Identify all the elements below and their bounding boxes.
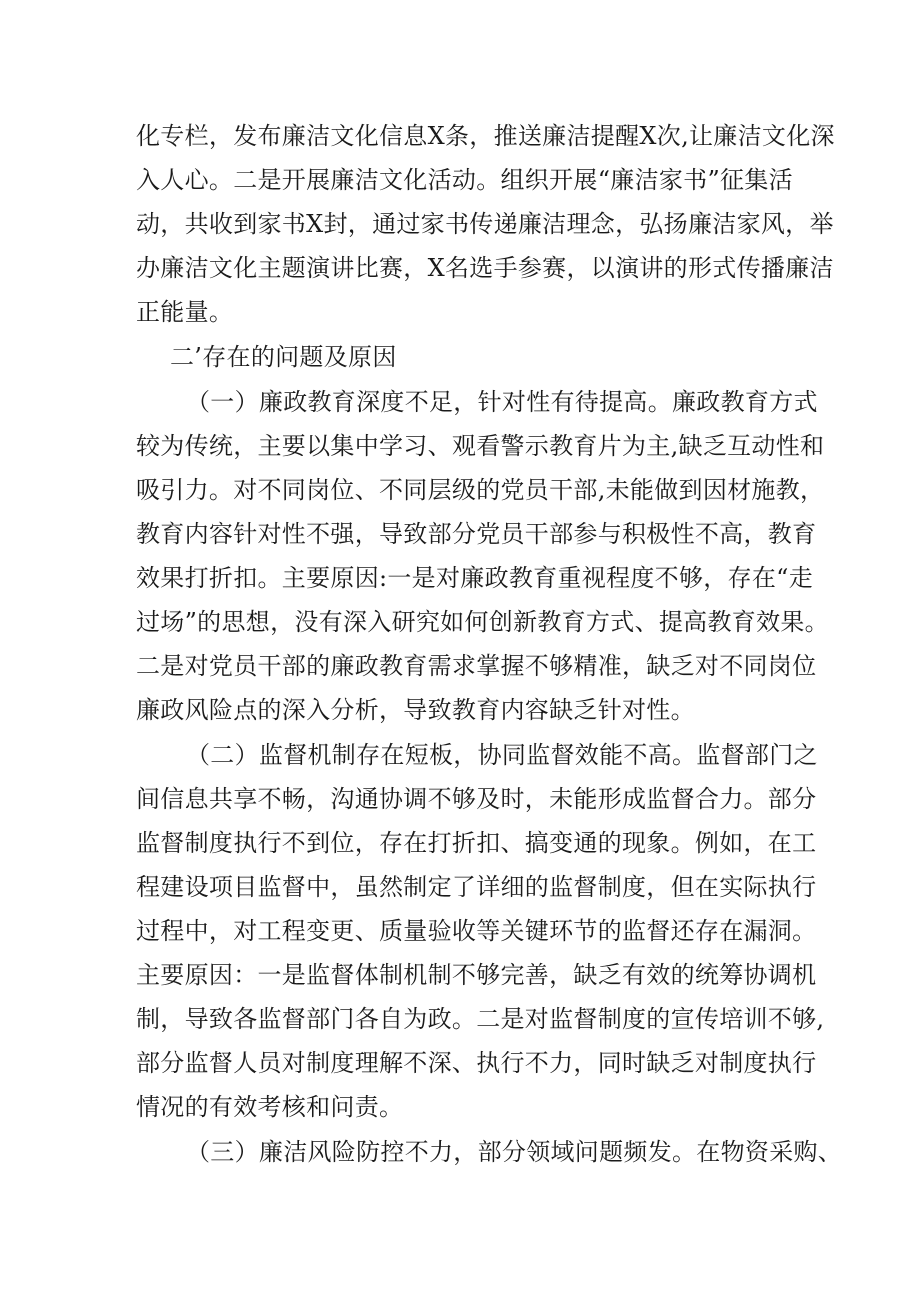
paragraph-line: 程建设项目监督中，虽然制定了详细的监督制度，但在实际执行: [136, 873, 817, 901]
paragraph-line: 效果打折扣。主要原因:一是对廉政教育重视程度不够，存在“走: [136, 564, 814, 592]
subsection-heading: （一）廉政教育深度不足，针对性有待提高。廉政教育方式: [186, 388, 818, 416]
paragraph-line: 过程中，对工程变更、质量验收等关键环节的监督还存在漏洞。: [136, 917, 817, 945]
paragraph-line: 吸引力。对不同岗位、不同层级的党员干部,未能做到因材施教，: [136, 476, 825, 504]
paragraph-line: 间信息共享不畅，沟通协调不够及时，未能形成监督合力。部分: [136, 785, 817, 813]
paragraph-line: 入人心。二是开展廉洁文化活动。组织开展“廉洁家书”征集活: [136, 166, 793, 194]
paragraph-line: 监督制度执行不到位，存在打折扣、搞变通的现象。例如，在工: [136, 829, 817, 857]
paragraph-line: 化专栏，发布廉洁文化信息X条，推送廉洁提醒X次,让廉洁文化深: [136, 122, 835, 150]
paragraph-line: 过场”的思想，没有深入研究如何创新教育方式、提高教育效果。: [136, 608, 829, 636]
paragraph-line: 制，导致各监督部门各自为政。二是对监督制度的宣传培训不够,: [136, 1005, 825, 1033]
paragraph-line: 二是对党员干部的廉政教育需求掌握不够精准，缺乏对不同岗位: [136, 652, 817, 680]
paragraph-line: 教育内容针对性不强，导致部分党员干部参与积极性不高，教育: [136, 520, 817, 548]
section-heading: 二’存在的问题及原因: [170, 343, 397, 371]
paragraph-line: 主要原因：一是监督体制机制不够完善，缺乏有效的统筹协调机: [136, 961, 817, 989]
paragraph-line: 办廉洁文化主题演讲比赛，X名选手参赛，以演讲的形式传播廉洁: [136, 254, 834, 282]
paragraph-line: 动，共收到家书X封，通过家书传递廉洁理念，弘扬廉洁家风，举: [136, 210, 834, 238]
paragraph-line: 情况的有效考核和问责。: [136, 1093, 404, 1121]
paragraph-line: 廉政风险点的深入分析，导致教育内容缺乏针对性。: [136, 696, 695, 724]
paragraph-line: 较为传统，主要以集中学习、观看警示教育片为主,缺乏互动性和: [136, 432, 825, 460]
subsection-heading: （二）监督机制存在短板，协同监督效能不高。监督部门之: [186, 741, 818, 769]
paragraph-line: 部分监督人员对制度理解不深、执行不力，同时缺乏对制度执行: [136, 1049, 817, 1077]
paragraph-line: 正能量。: [136, 298, 234, 326]
subsection-heading: （三）廉洁风险防控不力，部分领域问题频发。在物资采购、: [186, 1138, 843, 1166]
